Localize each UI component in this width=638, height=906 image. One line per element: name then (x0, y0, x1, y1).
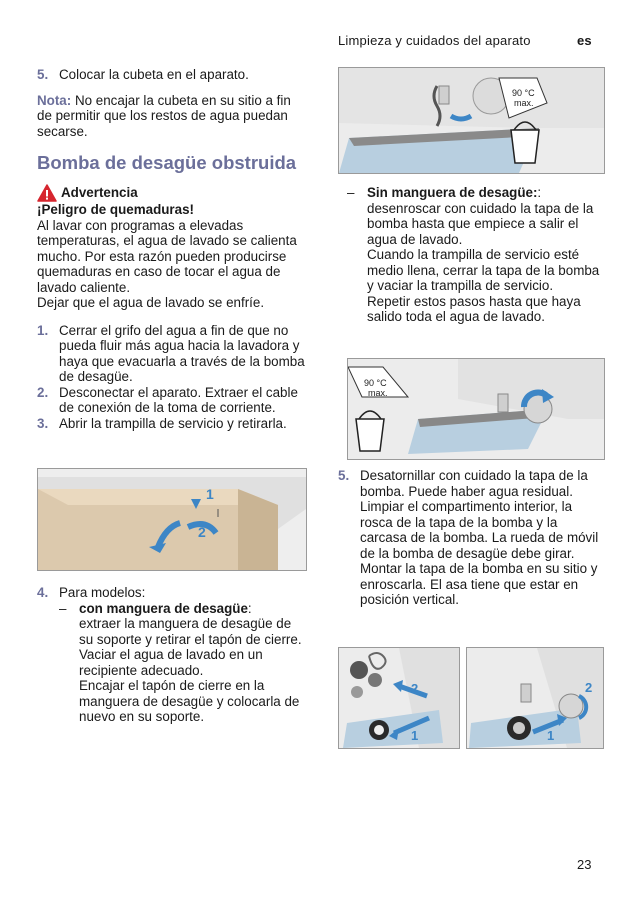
step-text: Desconectar el aparato. Extraer el cable de conexión de la toma de corriente. (59, 384, 298, 415)
warning-block (37, 184, 307, 311)
figure-label-2: 2 (198, 524, 206, 540)
illustration-service-flap (38, 469, 306, 570)
illustration-remove-cap (339, 648, 459, 748)
warning-subtitle: ¡Peligro de quemaduras! (37, 202, 194, 217)
option-colon: : (537, 185, 542, 200)
figure-open-service-flap (37, 468, 307, 571)
left-column (37, 67, 307, 431)
warning-title: Advertencia (61, 185, 138, 201)
figure-label-1: 1 (206, 486, 214, 502)
figure-refit-pump-cap (466, 647, 604, 749)
illustration-pump-cap (348, 359, 604, 459)
temp-label: 90 °C (364, 378, 387, 388)
hose-option (59, 601, 307, 725)
instruction-line: Montar la tapa de la bomba en su sitio y enroscarla. El asa tiene que estar en posición vertical. (360, 561, 598, 607)
figure-label-1: 1 (411, 728, 419, 743)
dash: – (347, 185, 355, 200)
step-text: Abrir la trampilla de servicio y retirarla. (59, 415, 287, 431)
step-intro: Para modelos: (59, 585, 146, 600)
step-number: 2. (37, 384, 49, 400)
instruction-line: Limpiar el compartimento interior, la rosca de la tapa de la bomba y la carcasa de la bomba. La rueda de móvil de la bomba de desagüe debe girar. (360, 499, 599, 561)
step-5-right (338, 468, 603, 608)
running-header: Limpieza y cuidados del aparato (338, 33, 531, 48)
step-5-left (37, 67, 307, 83)
section-heading: Bomba de desagüe obstruida (37, 152, 297, 173)
figure-label-2: 2 (585, 680, 593, 695)
step-4 (37, 585, 307, 725)
step-1 (37, 323, 307, 385)
step-text: Colocar la cubeta en el aparato. (59, 67, 249, 82)
step-number: 4. (37, 585, 49, 600)
instruction-line: Desatornillar con cuidado la tapa de la bomba. Puede haber agua residual. (360, 468, 588, 499)
warning-body: Al lavar con programas a elevadas temperaturas, el agua de lavado se calienta mucho. Por esta razón pueden producirse quemaduras en caso de tocar el agua de lavado caliente. (37, 217, 297, 295)
step-number: 1. (37, 322, 49, 338)
warning-icon (37, 184, 57, 202)
max-label: max. (514, 98, 534, 108)
instruction-line: extraer la manguera de desagüe de su soporte y retirar el tapón de cierre. (79, 616, 302, 647)
note-label: Nota: (37, 92, 72, 108)
warning-body-2: Dejar que el agua de lavado se enfríe. (37, 295, 265, 310)
step-2 (37, 385, 307, 416)
option-colon: : (247, 600, 252, 616)
language-code: es (577, 33, 592, 48)
figure-label-2: 2 (411, 681, 419, 696)
step-number: 3. (37, 415, 49, 431)
instruction-line: Encajar el tapón de cierre en la manguera de desagüe y colocarla de nuevo en su soporte. (79, 678, 300, 724)
step-text: Cerrar el grifo del agua a fin de que no pueda fluir más agua hacia la lavadora y haya que evacuarla a través de la bomba de desagüe. (59, 322, 305, 384)
steps-list (37, 323, 307, 432)
step-number: 5. (338, 468, 350, 483)
option-title: Sin manguera de desagüe: (367, 185, 538, 200)
no-hose-option (347, 185, 603, 325)
note-text: No encajar la cubeta en su sitio a fin de permitir que los restos de agua puedan secarse. (37, 92, 291, 139)
note (37, 93, 307, 140)
figure-pump-cap-drain (347, 358, 605, 460)
instruction-line: Cuando la trampilla de servicio esté medio llena, cerrar la tapa de la bomba y vaciar la trampilla de servicio. (367, 247, 600, 293)
page-number: 23 (577, 857, 592, 872)
max-label: max. (368, 388, 388, 398)
illustration-hose-drain (339, 68, 604, 173)
step-number: 5. (37, 67, 49, 82)
figure-remove-pump-cap (338, 647, 460, 749)
option-title: con manguera de desagüe (79, 600, 248, 616)
instruction-line: Vaciar el agua de lavado en un recipiente adecuado. (79, 647, 263, 678)
instruction-line: desenroscar con cuidado la tapa de la bomba hasta que empiece a salir el agua de lavado. (367, 200, 594, 247)
temp-label: 90 °C (512, 88, 535, 98)
step-3 (37, 416, 307, 432)
figure-label-1: 1 (547, 728, 555, 743)
illustration-refit-cap (467, 648, 603, 748)
instruction-line: Repetir estos pasos hasta que haya salido toda el agua de lavado. (367, 293, 581, 324)
figure-hose-drain (338, 67, 605, 174)
dash: – (59, 600, 67, 616)
